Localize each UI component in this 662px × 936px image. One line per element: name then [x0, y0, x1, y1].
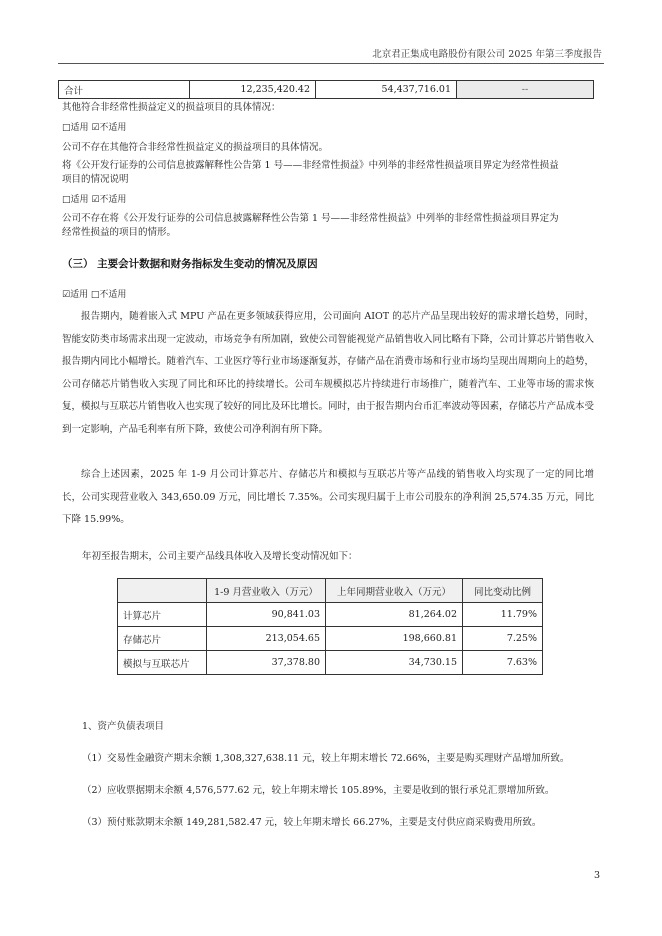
product-name: 存储芯片 [118, 627, 207, 651]
table-row [118, 651, 543, 675]
table-row [118, 627, 543, 651]
report-header-title: 北京君正集成电路股份有限公司 2025 年第三季度报告 [372, 49, 602, 60]
header-cell: 同比变动比例 [463, 579, 543, 603]
product-revenue-table [117, 578, 543, 675]
revenue-prior-year: 81,264.02 [326, 603, 463, 627]
total-current-period: 12,235,420.42 [190, 81, 316, 99]
table-row [59, 81, 594, 99]
revenue-prior-year: 34,730.15 [326, 651, 463, 675]
header-divider [58, 63, 604, 64]
total-note: -- [457, 81, 594, 99]
announcement-statement-line1: 公司不存在将《公开发行证券的公司信息披露解释性公告第 1 号——非经常性损益》中列举的非经常性损益项目界定为 [62, 213, 559, 224]
product-name: 计算芯片 [118, 603, 207, 627]
total-label: 合计 [59, 81, 190, 99]
product-name: 模拟与互联芯片 [118, 651, 207, 675]
yoy-change: 7.63% [463, 651, 543, 675]
non-recurring-total-table [58, 80, 594, 99]
page-number: 3 [593, 870, 600, 881]
announcement-applicability: □适用 ☑不适用 [62, 195, 127, 205]
yoy-change: 11.79% [463, 603, 543, 627]
announcement-statement-line2: 经常性损益的项目的情形。 [62, 227, 177, 238]
revenue-ytd: 213,054.65 [207, 627, 326, 651]
balance-item-3: （3）预付账款期末余额 149,281,582.47 元，较上年期末增长 66.27%，主要是支付供应商采购费用所致。 [82, 817, 542, 828]
balance-item-1: （1）交易性金融资产期末余额 1,308,327,638.11 元，较上年期末增长 72.66%，主要是购买理财产品增加所致。 [82, 753, 570, 764]
section-applicability: ☑适用 □不适用 [62, 290, 127, 300]
header-cell: 1-9 月营业收入（万元） [207, 579, 326, 603]
section-title: （三） 主要会计数据和财务指标发生变动的情况及原因 [62, 258, 318, 270]
header-cell: 上年同期营业收入（万元） [326, 579, 463, 603]
other-items-applicability: □适用 ☑不适用 [62, 123, 127, 133]
other-items-statement: 公司不存在其他符合非经常性损益定义的损益项目的具体情况。 [62, 142, 329, 153]
table-header-row [118, 579, 543, 603]
revenue-prior-year: 198,660.81 [326, 627, 463, 651]
balance-sheet-heading: 1、资产负债表项目 [82, 721, 165, 732]
section-paragraph-3: 年初至报告期末，公司主要产品线具体收入及增长变动情况如下： [82, 551, 358, 562]
total-year-to-date: 54,437,716.01 [316, 81, 457, 99]
other-items-heading: 其他符合非经常性损益定义的损益项目的具体情况： [62, 102, 281, 113]
announcement-heading-line2: 项目的情况说明 [62, 174, 129, 185]
revenue-ytd: 90,841.03 [207, 603, 326, 627]
section-paragraph-1: 报告期内，随着嵌入式 MPU 产品在更多领域获得应用，公司面向 AIOT 的芯片产品呈现出较好的需求增长趋势，同时，智能安防类市场需求出现一定波动，市场竞争有所加剧，致使公司智能视觉产品销售收入同比略有下降，公司计算芯片销售收入报告期内同比小幅增长。随着汽车、工业医疗等行业市场逐渐复苏，存储产品在消费市场和行业市场均呈现出周期向上的趋势，公司存储芯片销售收入实现了同比和环比的持续增长。公司车规模拟芯片持续进行市场推广，随着汽车、工业等市场的需求恢复，模拟与互联芯片销售收入也实现了较好的同比及环比增长。同时，由于报告期内台币汇率波动等因素，存储芯片产品成本受到一定影响，产品毛利率有所下降，致使公司净利润有所下降。 [62, 311, 595, 435]
balance-item-2: （2）应收票据期末余额 4,576,577.62 元，较上年期末增长 105.89%，主要是收到的银行承兑汇票增加所致。 [82, 785, 555, 796]
announcement-heading-line1: 将《公开发行证券的公司信息披露解释性公告第 1 号——非经常性损益》中列举的非经常性损益项目界定为经常性损益 [62, 160, 559, 171]
yoy-change: 7.25% [463, 627, 543, 651]
section-paragraph-2: 综合上述因素，2025 年 1-9 月公司计算芯片、存储芯片和模拟与互联芯片等产品线的销售收入均实现了一定的同比增长，公司实现营业收入 343,650.09 万元，同比增长 7.35%。公司实现归属于上市公司股东的净利润 25,574.35 万元，同比下降 15.99%。 [62, 469, 594, 525]
table-row [118, 603, 543, 627]
revenue-ytd: 37,378.80 [207, 651, 326, 675]
header-cell [118, 579, 207, 603]
